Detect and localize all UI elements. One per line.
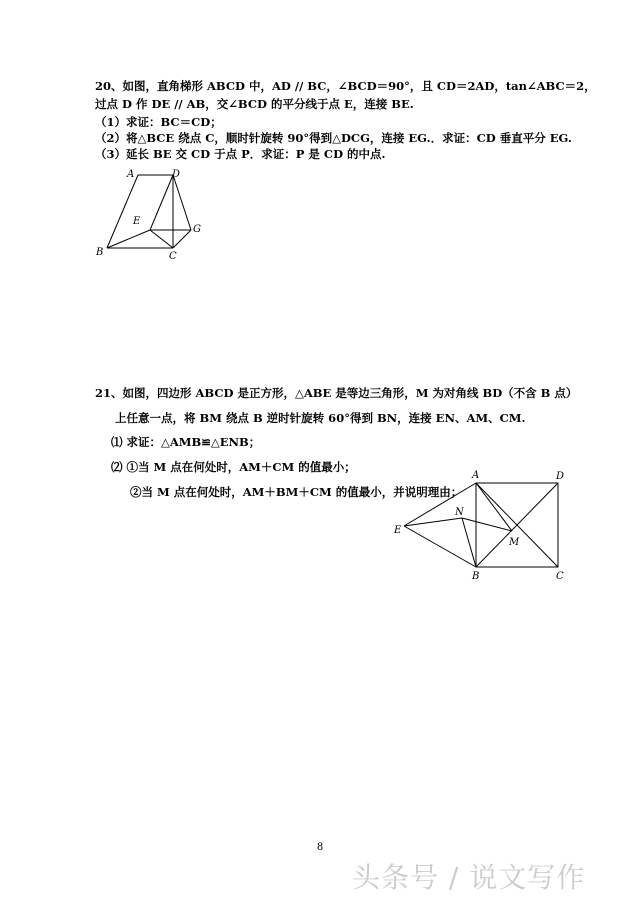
- q21-segment-BE: [404, 526, 476, 567]
- q20-label-A: A: [127, 169, 135, 180]
- q21-label-C: C: [556, 571, 564, 582]
- q21-label-E: E: [394, 525, 402, 536]
- q20-label-D: D: [172, 169, 181, 180]
- q20-part1: （1）求证：BC＝CD；: [95, 115, 222, 129]
- q21-label-D: D: [556, 471, 565, 482]
- q21-label-M: M: [509, 537, 520, 548]
- q20-label-G: G: [193, 224, 201, 235]
- q21-part1: ⑴ 求证：△AMB≌△ENB；: [111, 435, 261, 449]
- q20-part3: （3）延长 BE 交 CD 于点 P．求证：P 是 CD 的中点.: [95, 147, 386, 161]
- q21-statement-line1: 21、如图，四边形 ABCD 是正方形，△ABE 是等边三角形，M 为对角线 BD（不含 B 点）: [95, 386, 578, 400]
- q21-label-N: N: [455, 507, 464, 518]
- q21-part2a: ⑵ ①当 M 点在何处时，AM＋CM 的值最小；: [111, 460, 356, 474]
- watermark-text: 头条号 / 说文写作: [352, 861, 586, 894]
- q20-statement-line2: 过点 D 作 DE // AB，交∠BCD 的平分线于点 E，连接 BE.: [95, 97, 414, 111]
- q21-label-B: B: [472, 571, 480, 582]
- q21-segment-AM: [476, 483, 512, 531]
- q20-part2: （2）将△BCE 绕点 C，顺时针旋转 90°得到△DCG，连接 EG.．求证：CD 垂直平分 EG.: [95, 131, 572, 145]
- page-number: 8: [316, 842, 324, 853]
- q20-label-B: B: [96, 247, 104, 258]
- q21-segment-EN: [404, 518, 462, 526]
- q21-label-A: A: [472, 470, 480, 481]
- q20-label-E: E: [133, 216, 141, 227]
- q21-segment-AE: [404, 483, 476, 526]
- q21-part2b: ②当 M 点在何处时，AM＋BM＋CM 的值最小，并说明理由；: [130, 485, 463, 499]
- q20-statement-line1: 20、如图，直角梯形 ABCD 中，AD // BC，∠BCD＝90°，且 CD＝2AD，tan∠ABC＝2，: [95, 79, 596, 93]
- q21-segment-MN: [462, 518, 512, 531]
- q21-statement-line2: 上任意一点，将 BM 绕点 B 逆时针旋转 60°得到 BN，连接 EN、AM、CM.: [115, 411, 526, 425]
- q20-label-C: C: [169, 251, 177, 262]
